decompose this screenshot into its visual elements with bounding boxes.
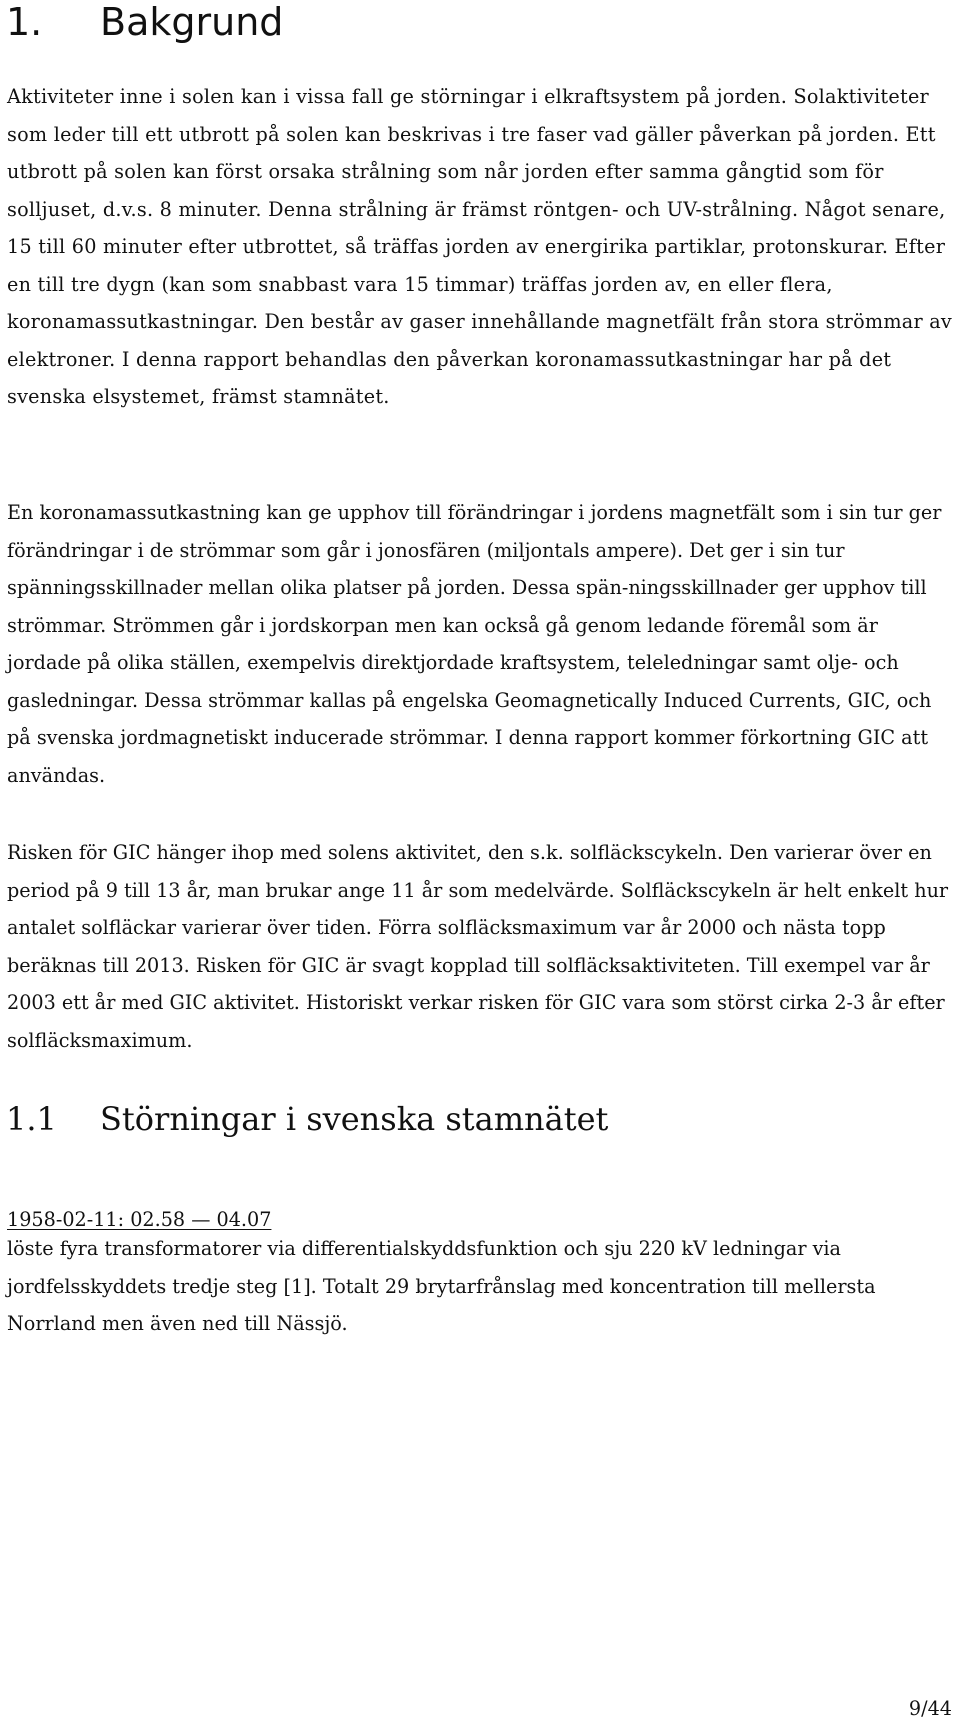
subsection-heading [6,1099,608,1139]
paragraph-gic: En koronamassutkastning kan ge upphov till förändringar i jordens magnetfält som i sin tur ger förändringar i de strömmar som går i jonosfären (miljontals ampere). Det ger i sin tur spänningsskillnader mellan olika platser på jorden. Dessa spän-ningsskillnader ger upphov till strömmar. Strömmen går i jordskorpan men kan också gå genom ledande föremål som är jordade på olika ställen, exempelvis direktjordade kraftsystem, teleledningar samt olje- och gasledningar. Dessa strömmar kallas på engelska Geomagnetically Induced Currents, GIC, och på svenska jordmagnetiskt inducerade strömmar. I denna rapport kommer förkortning GIC att användas. [7,501,942,787]
event-description: löste fyra transformatorer via differentialskyddsfunktion och sju 220 kV ledningar via jordfelsskyddets tredje steg [1]. Totalt 29 brytarfrånslag med koncentration till mellersta Norrland men även ned till Nässjö. [7,1237,876,1335]
page-number: 9/44 [908,1697,952,1720]
section-number: 1. [6,0,43,44]
paragraph-intro: Aktiviteter inne i solen kan i vissa fall ge störningar i elkraftsystem på jorden. Solaktiviteter som leder till ett utbrott på solen kan beskrivas i tre faser vad gäller påverkan på jorden. Ett utbrott på solen kan först orsaka strålning som når jorden efter samma gångtid som för solljuset, d.v.s. 8 minuter. Denna strålning är främst röntgen- och UV-strålning. Något senare, 15 till 60 minuter efter utbrottet, så träffas jorden av energirika partiklar, protonskurar. Efter en till tre dygn (kan som snabbast vara 15 timmar) träffas jorden av, en eller flera, koronamassutkastningar. Den består av gaser innehållande magnetfält från stora strömmar av elektroner. I denna rapport behandlas den påverkan koronamassutkastningar har på det svenska elsystemet, främst stamnätet. [7,85,953,408]
paragraph-risk: Risken för GIC hänger ihop med solens aktivitet, den s.k. solfläckscykeln. Den varierar över en period på 9 till 13 år, man brukar ange 11 år som medelvärde. Solfläckscykeln är helt enkelt hur antalet solfläckar varierar över tiden. Förra solfläcksmaximum var år 2000 och nästa topp beräknas till 2013. Risken för GIC är svagt kopplad till solfläcksaktiviteten. Till exempel var år 2003 ett år med GIC aktivitet. Historiskt verkar risken för GIC vara som störst cirka 2-3 år efter solfläcksmaximum. [7,841,949,1052]
section-heading [6,0,283,44]
subsection-number: 1.1 [6,1100,57,1138]
subsection-title: Störningar i svenska stamnätet [100,1100,609,1138]
section-title: Bakgrund [100,0,284,44]
event-date: 1958-02-11: 02.58 — 04.07 [7,1208,272,1231]
